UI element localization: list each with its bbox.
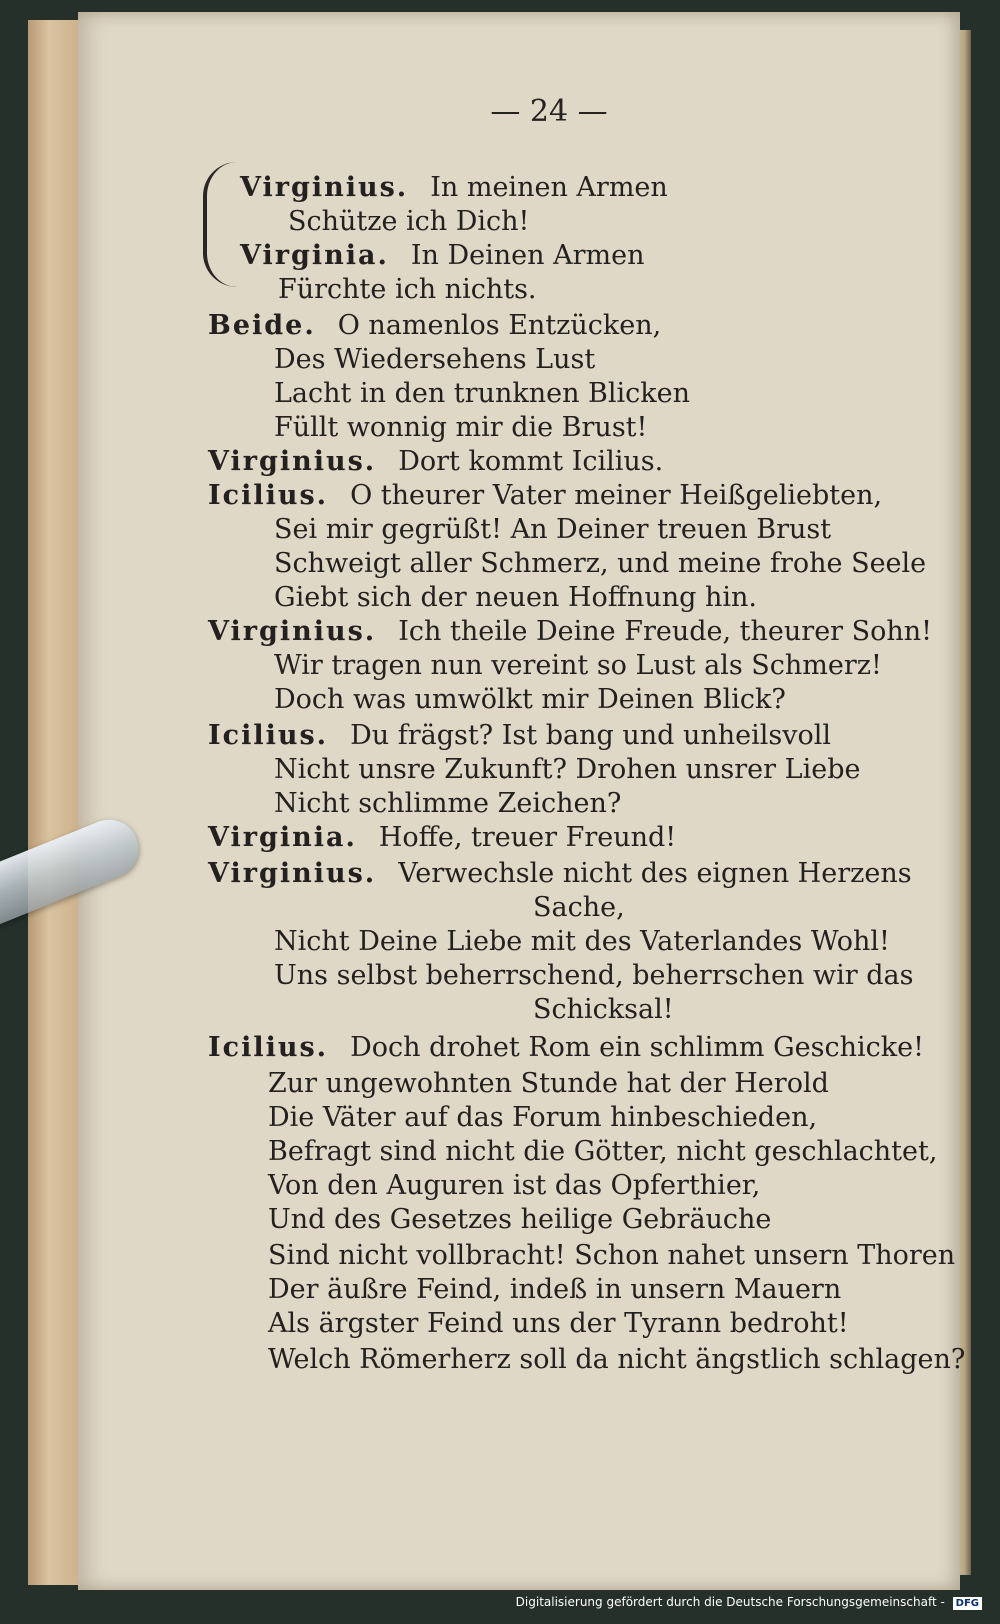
verse-line <box>288 206 529 237</box>
line-text: Zur ungewohnten Stunde hat der Herold <box>268 1068 829 1099</box>
verse-line <box>268 1102 817 1133</box>
verse-line <box>268 1344 965 1375</box>
line-text: O namenlos Entzücken, <box>337 310 662 341</box>
dfg-logo: DFG <box>953 1597 982 1610</box>
line-text: O theurer Vater meiner Heißgeliebten, <box>350 480 883 511</box>
line-text: Verwechsle nicht des eignen Herzens <box>398 858 912 889</box>
verse-line <box>268 1274 841 1305</box>
verse-line <box>274 514 831 545</box>
book-page <box>78 12 966 1590</box>
line-text: Füllt wonnig mir die Brust! <box>274 412 648 443</box>
line-text: Und des Gesetzes heilige Gebräuche <box>268 1204 772 1235</box>
speaker-name: Virginia. <box>240 240 389 271</box>
verse-line <box>208 446 663 477</box>
verse-line <box>533 892 625 923</box>
verse-line <box>274 378 690 409</box>
line-text: In meinen Armen <box>430 172 668 203</box>
line-text: Die Väter auf das Forum hinbeschieden, <box>268 1102 818 1133</box>
verse-line <box>274 582 757 613</box>
verse-line <box>278 274 537 305</box>
verse-line <box>268 1170 760 1201</box>
line-text: Hoffe, treuer Freund! <box>378 822 677 853</box>
speaker-name: Virginius. <box>208 446 377 477</box>
verse-line <box>208 1032 924 1063</box>
line-text: Giebt sich der neuen Hoffnung hin. <box>274 582 757 613</box>
credit-text: Digitalisierung gefördert durch die Deutsche Forschungsgemeinschaft - <box>515 1595 945 1609</box>
speaker-name: Icilius. <box>208 480 329 511</box>
verse-line <box>208 480 882 511</box>
speaker-name: Icilius. <box>208 720 329 751</box>
line-text: Der äußre Feind, indeß in unsern Mauern <box>268 1274 842 1305</box>
verse-line <box>268 1136 937 1167</box>
line-text: Du frägst? Ist bang und unheilsvoll <box>350 720 832 751</box>
line-text: Schweigt aller Schmerz, und meine frohe Seele <box>274 548 927 579</box>
verse-line <box>240 240 645 271</box>
line-text: Welch Römerherz soll da nicht ängstlich schlagen? <box>268 1344 966 1375</box>
verse-line <box>274 684 786 715</box>
verse-line <box>274 344 595 375</box>
verse-line <box>268 1240 955 1271</box>
line-text: Wir tragen nun vereint so Lust als Schmerz! <box>274 650 882 681</box>
verse-line <box>274 412 647 443</box>
line-text: Doch was umwölkt mir Deinen Blick? <box>274 684 786 715</box>
line-text: Schicksal! <box>533 994 674 1025</box>
verse-line <box>208 720 831 751</box>
line-text: Doch drohet Rom ein schlimm Geschicke! <box>350 1032 924 1063</box>
verse-line <box>208 822 676 853</box>
line-text: Ich theile Deine Freude, theurer Sohn! <box>398 616 933 647</box>
line-text: Sei mir gegrüßt! An Deiner treuen Brust <box>274 514 832 545</box>
speaker-name: Icilius. <box>208 1032 329 1063</box>
line-text: Fürchte ich nichts. <box>278 274 537 305</box>
verse-line <box>268 1068 829 1099</box>
book-page-edges-left <box>28 20 80 1585</box>
verse-line <box>274 754 860 785</box>
verse-line <box>274 548 926 579</box>
verse-line <box>240 172 668 203</box>
verse-line <box>274 960 913 991</box>
verse-line <box>208 616 932 647</box>
line-text: Befragt sind nicht die Götter, nicht geschlachtet, <box>268 1136 938 1167</box>
speaker-name: Virginius. <box>208 616 377 647</box>
line-text: Des Wiedersehens Lust <box>274 344 596 375</box>
line-text: Schütze ich Dich! <box>288 206 530 237</box>
verse-line <box>533 994 674 1025</box>
line-text: Von den Auguren ist das Opferthier, <box>268 1170 761 1201</box>
line-text: In Deinen Armen <box>410 240 645 271</box>
speaker-name: Beide. <box>208 310 316 341</box>
verse-line <box>274 788 621 819</box>
digitization-credit <box>516 1595 982 1610</box>
speaker-name: Virginia. <box>208 822 357 853</box>
dialogue-brace <box>203 162 237 287</box>
line-text: Sache, <box>533 892 625 923</box>
verse-line <box>274 926 890 957</box>
line-text: Uns selbst beherrschend, beherrschen wir das <box>274 960 914 991</box>
verse-line <box>208 858 912 889</box>
line-text: Sind nicht vollbracht! Schon nahet unsern Thoren <box>268 1240 956 1271</box>
line-text: Als ärgster Feind uns der Tyrann bedroht! <box>268 1308 849 1339</box>
page-number: — 24 — <box>490 94 608 129</box>
line-text: Dort kommt Icilius. <box>398 446 664 477</box>
line-text: Nicht schlimme Zeichen? <box>274 788 622 819</box>
speaker-name: Virginius. <box>240 172 409 203</box>
line-text: Nicht unsre Zukunft? Drohen unsrer Liebe <box>274 754 861 785</box>
speaker-name: Virginius. <box>208 858 377 889</box>
verse-line <box>268 1204 771 1235</box>
verse-line <box>274 650 882 681</box>
verse-line <box>268 1308 849 1339</box>
line-text: Nicht Deine Liebe mit des Vaterlandes Wohl! <box>274 926 890 957</box>
verse-line <box>208 310 661 341</box>
line-text: Lacht in den trunknen Blicken <box>274 378 691 409</box>
